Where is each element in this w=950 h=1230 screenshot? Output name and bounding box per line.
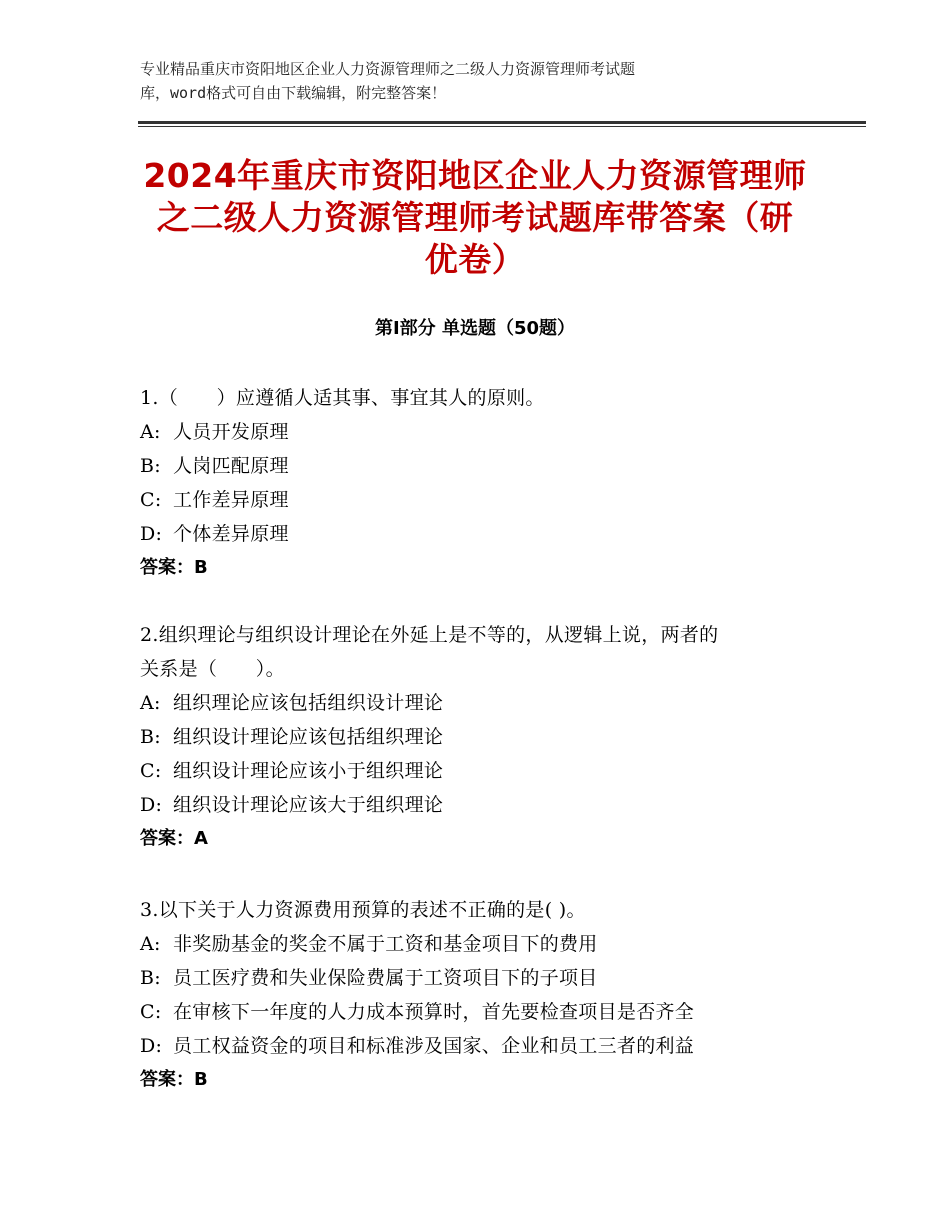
header-note-line-1: 专业精品重庆市资阳地区企业人力资源管理师之二级人力资源管理师考试题 xyxy=(140,60,636,78)
option-d xyxy=(140,788,820,822)
option-text: 组织设计理论应该包括组织理论 xyxy=(173,726,444,748)
option-key: B: xyxy=(140,455,161,477)
option-text: 组织设计理论应该大于组织理论 xyxy=(173,794,444,816)
option-text: 员工医疗费和失业保险费属于工资项目下的子项目 xyxy=(173,967,598,989)
option-text: 员工权益资金的项目和标准涉及国家、企业和员工三者的利益 xyxy=(173,1035,695,1057)
option-key: C: xyxy=(140,1001,162,1023)
option-b xyxy=(140,720,820,754)
question-stem: 3.以下关于人力资源费用预算的表述不正确的是( )。 xyxy=(140,899,586,921)
question-stem: 1.（ ）应遵循人适其事、事宜其人的原则。 xyxy=(140,387,545,409)
option-a xyxy=(140,686,820,720)
option-key: C: xyxy=(140,760,162,782)
header-divider-thick xyxy=(138,121,866,124)
option-key: A: xyxy=(140,933,161,955)
option-key: A: xyxy=(140,421,161,443)
option-key: B: xyxy=(140,726,161,748)
question-stem: 2.组织理论与组织设计理论在外延上是不等的，从逻辑上说，两者的 xyxy=(140,624,719,646)
option-key: A: xyxy=(140,692,161,714)
option-c xyxy=(140,995,820,1029)
title-line-1: 2024年重庆市资阳地区企业人力资源管理师 xyxy=(143,156,807,195)
question-3 xyxy=(140,893,820,1097)
header-note-line-2: 库，word格式可自由下载编辑，附完整答案！ xyxy=(140,84,447,102)
question-1 xyxy=(140,381,820,585)
title-line-3: 优卷） xyxy=(424,240,526,279)
option-a xyxy=(140,415,820,449)
option-text: 组织设计理论应该小于组织理论 xyxy=(173,760,444,782)
option-text: 个体差异原理 xyxy=(173,523,289,545)
question-2 xyxy=(140,618,820,856)
section-heading: 第Ⅰ部分 单选题（50题） xyxy=(374,318,575,339)
option-key: D: xyxy=(140,523,163,545)
option-text: 在审核下一年度的人力成本预算时，首先要检查项目是否齐全 xyxy=(173,1001,695,1023)
option-text: 工作差异原理 xyxy=(173,489,289,511)
option-a xyxy=(140,927,820,961)
option-b xyxy=(140,961,820,995)
option-key: D: xyxy=(140,1035,163,1057)
question-stem-continued: 关系是（ ）。 xyxy=(140,658,285,680)
title-line-2: 之二级人力资源管理师考试题库带答案（研 xyxy=(156,198,794,237)
option-key: D: xyxy=(140,794,163,816)
option-c xyxy=(140,754,820,788)
option-c xyxy=(140,483,820,517)
answer-label: 答案：B xyxy=(140,1069,208,1090)
option-key: C: xyxy=(140,489,162,511)
option-text: 非奖励基金的奖金不属于工资和基金项目下的费用 xyxy=(173,933,598,955)
answer-label: 答案：B xyxy=(140,557,208,578)
option-key: B: xyxy=(140,967,161,989)
option-d xyxy=(140,1029,820,1063)
option-text: 组织理论应该包括组织设计理论 xyxy=(173,692,444,714)
option-text: 人员开发原理 xyxy=(173,421,289,443)
header-divider-thin xyxy=(138,126,866,127)
option-b xyxy=(140,449,820,483)
document-title xyxy=(130,155,820,281)
option-d xyxy=(140,517,820,551)
answer-label: 答案：A xyxy=(140,828,208,849)
header-note xyxy=(140,57,820,105)
option-text: 人岗匹配原理 xyxy=(173,455,289,477)
